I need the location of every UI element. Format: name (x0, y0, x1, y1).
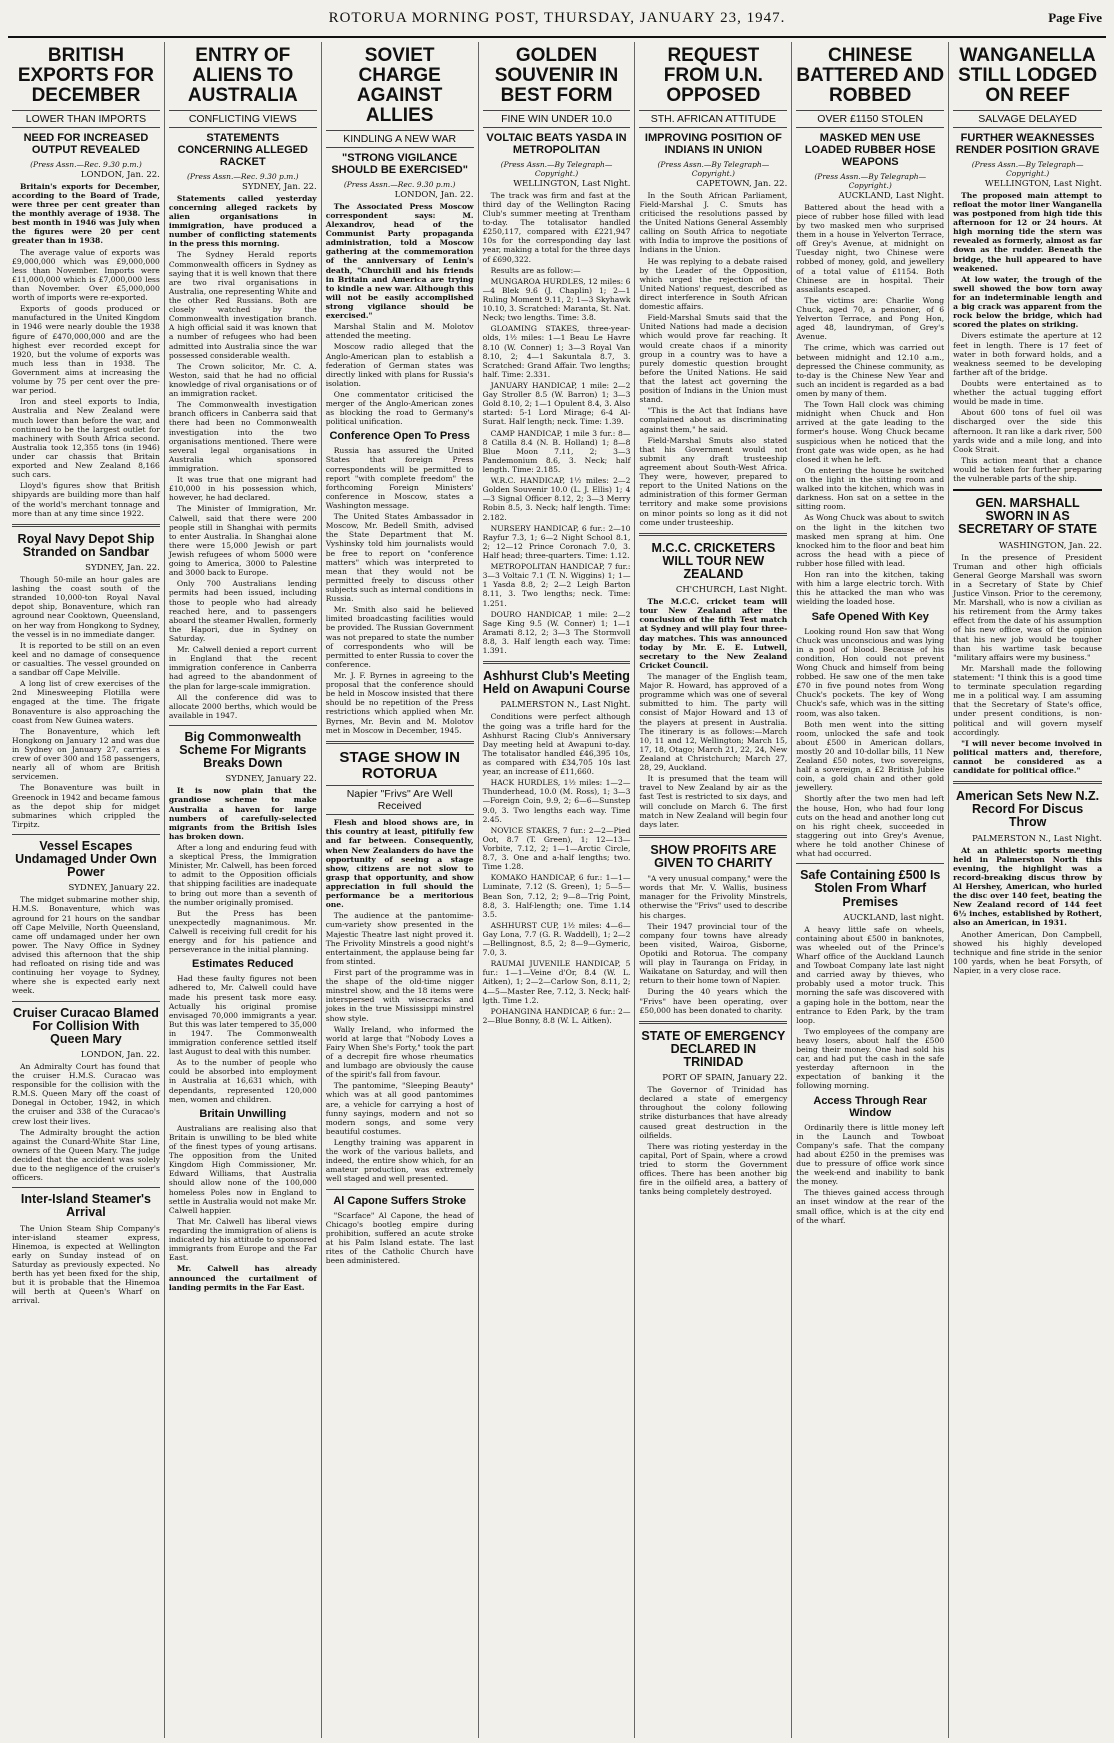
dateline: AUCKLAND, Last Night. (838, 190, 945, 201)
divider (326, 1189, 474, 1190)
paragraph: The Bonaventure, which left Hongkong on January 12 and was due in Sydney on January 27, carries a crew of over 300 and 158 passengers, nearly all of whom are British servicemen. (12, 726, 160, 782)
paragraph: As Wong Chuck was about to switch on the light in the kitchen two masked men sprang at him. One knocked him to the floor and beat him across the head with a piece of rubber hose filled with lead. (796, 513, 945, 568)
paragraph: It is now plain that the grandiose scheme to make Australia a haven for large numbers of carefully-selected migrants from the British Isles has broken down. (168, 786, 317, 841)
headline: WANGANELLA STILL LODGED ON REEF (958, 45, 1098, 106)
paragraph: Flesh and blood shows are, in this country at least, pitifully few and far between. Consequently, when New Zealanders do have the opportunity of seeing a stage show, citizens are not slow to grasp that opportunity, and show appreciation in full should the performance be a meritorious one. (325, 818, 474, 910)
paragraph: About 600 tons of fuel oil was discharged over the side this afternoon. It ran like a dark river, 500 yards wide and a mile long, and into Cook Strait. (953, 408, 1103, 454)
race-result: NOVICE STAKES, 7 fur.: 2—2—Pied Oot, 8.7 (T. Green), 1; 12—13—Vorbite, 7.12, 2; 1—1—Arctic Circle, 8.7, 3. One and a-half lengths; two. Time 1.28. (482, 825, 631, 872)
paragraph: Field-Marshal Smuts also stated that his Government would not submit any draft trusteeship agreement about South-West Africa. They were, however, prepared to report to the United Nations on the administration of this former German territory and make some provisions on minor points so long as it did not come under trusteeship. (639, 435, 788, 527)
paragraph: Had these faulty figures not been adhered to, Mr. Calwell could have made his present task more easy. Actually his original promise envisaged 70,000 immigrants a year. But this was later tempered to 35,000 in 1947. The Commonwealth immigration conference settled itself last August to deal with this number. (168, 974, 317, 1057)
dateline: PORT OF SPAIN, January 22. (662, 1073, 788, 1084)
paragraph: The manager of the English team, Major R. Howard, has approved of a programme which was one of several submitted to him. The party will consist of Major Howard and 13 of the players at present in Australia. The itinerary is as follows:—March 10, 11 and 12, Wellington; March 15, 17, 18, Otago; March 21, 22, 24, New Zealand at Christchurch; March 27, 28, 29, Auckland. (639, 672, 788, 773)
dateline: WELLINGTON, Last Night. (984, 178, 1103, 189)
paragraph: After a long and enduring feud with a skeptical Press, the Immigration Minister, Mr. Calwell, has been forced to admit to the Opposition officials that shipping facilities are inadequate to bring out more than a seventh of the number originally promised. (168, 842, 317, 907)
paragraph: An Admiralty Court has found that the cruiser H.M.S. Curacao was responsible for the collision with the R.M.S. Queen Mary off the coast of Donegal in October, 1942, in which the cruiser and 338 of the Curacao's crew lost their lives. (12, 1061, 160, 1126)
race-result: POHANGINA HANDICAP, 6 fur.: 2—2—Blue Bonny, 8.8 (W. L. Aitken). (482, 1006, 631, 1025)
section-subhead: Conference Open To Press (329, 430, 470, 443)
divider (12, 1187, 160, 1188)
paragraph: "This is the Act that Indians have complained about as discriminating against them," he said. (639, 406, 788, 434)
paragraph: The Union Steam Ship Company's inter-island steamer express, Hinemoa, is expected at Wellington early on Sunday instead of on Saturday as previously expected. No berth has yet been fixed for the ship, but it is probable that the Hinemoa will berth at Queen's Wharf on arrival. (12, 1223, 160, 1306)
paragraph: A long list of crew exercises of the 2nd Minesweeping Flotilla were engaged at the time. The frigate Bonaventure is also approaching the coast from New Guinea waters. (12, 679, 160, 725)
paragraph: Only 700 Australians lending permits had been issued, including those to people who had already reached here, and to passengers aboard the steamer Hwallen, formerly the Hapori, due in Sydney on Saturday. (168, 579, 317, 643)
press-line: (Press Assn.—Rec. 9.30 p.m.) (30, 159, 142, 169)
dateline: CH'CHURCH, Last Night. (675, 585, 788, 596)
paragraph: Ordinarily there is little money left in the Launch and Towboat Company's safe. That the company had about £250 in the premises was due to pressure of office work since the week-end and inability to bank the money. (796, 1122, 945, 1187)
race-result: GLOAMING STAKES, three-year-olds, 1½ miles: 1—1 Beau Le Havre 8.10 (W. Conner) 1; 3—3 Royal Van 8.10, 2; 4—1 Sakuntala 8.7, 3. Scratched: Grand Affair. Two lengths; half. Time: 2.331. (482, 324, 631, 379)
article-body (12, 575, 160, 829)
deck: Napier "Frivs" Are Well Received (326, 785, 474, 815)
column-7 (949, 42, 1106, 1738)
dateline: LONDON, Jan. 22. (80, 1049, 160, 1060)
press-line: (Press Assn.—By Telegraph—Copyright.) (657, 159, 770, 178)
divider (953, 781, 1102, 784)
race-result: NURSERY HANDICAP, 6 fur.: 2—10 Rayfur 7.3, 1; 6—2 Night School 8.1, 2; 12—12 Prince Coronach 7.0, 3. Half head; three-quarters. Time: 1.12. (482, 523, 631, 560)
paragraph: Lloyd's figures show that British shipyards are building more than half of the world's merchant tonnage and more than at any time since 1922. (12, 481, 160, 518)
paragraph: Another American, Don Campbell, showed his highly developed technique and fine stride in the senior 100 yards, when he beat Forsyth, of Napier, in a very close race. (953, 929, 1103, 975)
paragraph: Moscow radio alleged that the Anglo-American plan to establish a federation of German states was directly linked with plans for Russia's isolation. (325, 342, 474, 388)
divider (12, 524, 160, 527)
headline: M.C.C. CRICKETERS WILL TOUR NEW ZEALAND (651, 540, 776, 581)
paragraph: One commentator criticised the merger of the Anglo-American zones as blocking the road to Germany's political unification. (325, 389, 474, 427)
paragraph: The thieves gained access through an inset window at the rear of the small office, which is at the city end of the wharf. (796, 1188, 945, 1225)
paragraph: The Admiralty brought the action against the Cunard-White Star Line, owners of the Queen Mary. The judge decided that the accident was solely due to the negligence of the cruiser's officers. (12, 1127, 160, 1183)
paragraph: The United States Ambassador in Moscow, Mr. Bedell Smith, advised the State Department that M. Vyshinsky told him journalists would be free to report on "conference matters" which was interpreted to mean that they would not be permitted freely to discuss other subjects such as internal conditions in Russia. (325, 512, 474, 604)
paragraph: The Crown solicitor, Mr. C. A. Weston, said that he had no official knowledge of rival organisations or of an immigration racket. (168, 361, 317, 399)
paragraph: That Mr. Calwell has liberal views regarding the immigration of aliens is indicated by his attitude to sponsored immigrants from Europe and the Far East. (168, 1216, 317, 1263)
article-body (326, 202, 474, 427)
masthead (8, 6, 1106, 38)
press-line: (Press Assn.—Rec. 9.30 p.m.) (186, 171, 299, 181)
column-4 (479, 42, 636, 1738)
paragraph: It is presumed that the team will travel to New Zealand by air as the fast Test is restricted to six days, and will conclude on March 6. The first match in New Zealand will begin four days later. (639, 774, 788, 829)
paragraph: The Commonwealth investigation branch officers in Canberra said that there had been no Commonwealth investigation into the two organisations mentioned. There were several legal organisations in Australia which sponsored immigration. (168, 400, 317, 473)
divider (326, 741, 474, 744)
paragraph: Mr. Smith also said he believed limited broadcasting facilities would be provided. The Russian Government was not prepared to state the number of correspondents who will be permitted to enter Russia to cover the conference. (325, 605, 474, 669)
headline: GOLDEN SOUVENIR IN BEST FORM (494, 45, 619, 106)
article-body (12, 1062, 160, 1182)
headline: Safe Containing £500 Is Stolen From Wharf Premises (800, 868, 941, 909)
page-number: Page Five (1048, 10, 1102, 25)
masthead-title: ROTORUA MORNING POST, THURSDAY, JANUARY 23, 1947. (328, 10, 786, 26)
article-body (12, 895, 160, 995)
paragraph: This action meant that a chance would be taken for further preparing the vulnerable parts of the ship. (953, 455, 1103, 484)
paragraph: Looking round Hon saw that Wong Chuck was unconscious and was lying in a pool of blood. Because of his condition, Hon could not prevent Wong Chuck and himself from being robbed. He saw one of the men take £70 in five pound notes from Wong Chuck's pockets. The key of Wong Chuck's safe, which was in the sitting room, was also taken. (796, 626, 945, 718)
paragraph: Britain's exports for December, according to the Board of Trade, were three per cent greater than the monthly average of 1938. The best month in 1946 was July when the figures were 20 per cent greater than in 1938. (12, 181, 160, 246)
paragraph: It was true that one migrant had £10,000 in his possession which, however, he had declared. (168, 475, 317, 503)
divider (12, 1001, 160, 1002)
subheadline: MASKED MEN USE LOADED RUBBER HOSE WEAPONS (804, 131, 936, 168)
subheadline: STATEMENTS CONCERNING ALLEGED RACKET (177, 131, 308, 168)
race-result: RAUMAI JUVENILE HANDICAP, 5 fur.: 1—1—Veine d'Or, 8.4 (W. L. Aitken), 1; 2—2—Carlow Son, 8.11, 2; 4—5—Master Ree, 7.12, 3. Neck; half-lgth. Time 1.2. (482, 959, 631, 1005)
divider (483, 661, 631, 664)
article-body (483, 712, 631, 1025)
deck: LOWER THAN IMPORTS (12, 110, 160, 128)
paragraph: It is reported to be still on an even keel and no damage of consequence or casualties. The vessel grounded on a sandbar off Cape Melville. (12, 640, 160, 678)
paragraph: There was rioting yesterday in the capital, Port of Spain, where a crowd tried to storm the Government offices. There has been another big fire in the oilfield area, a battery of tanks being completely destroyed. (639, 1141, 788, 1197)
paragraph: Though 50-mile an hour gales are lashing the coast south of the stranded 10,000-ton Royal Naval depot ship, Bonaventure, which ran aground near Cooktown, Queensland, on her way from Hongkong to Sydney, the vessel is in no immediate danger. (12, 575, 160, 639)
paragraph: "Scarface" Al Capone, the head of Chicago's bootleg empire during prohibition, suffered an acute stroke at his Palm Island estate. The last rites of the Catholic Church have been administered. (325, 1210, 474, 1266)
paragraph: As to the number of people who could be absorbed into employment in Australia at 16,631 which, with dependants, represented 120,000 men, women and children. (168, 1058, 317, 1104)
headline: CHINESE BATTERED AND ROBBED (796, 45, 945, 106)
paragraph: Lengthy training was apparent in the work of the various ballets, and indeed, the entire show which, for an amateur production, was extremely well staged and well presented. (325, 1137, 474, 1184)
divider (796, 863, 944, 864)
paragraph: The track was firm and fast at the third day of the Wellington Racing Club's summer meeting at Trentham to-day. The totalisator handled £250,117, compared with £221,947 10s for the corresponding day last year, making a total for the three days of £690,322. (482, 190, 631, 264)
paragraph: The midget submarine mother ship, H.M.S. Bonaventure, which was aground for 21 hours on the sandbar off Cape Melville, North Queensland, came off undamaged under her own power. The Navy Office in Sydney advised this afternoon that the ship had refloated on rising tide and was continuing her voyage to Sydney, where she is expected early next week. (12, 895, 160, 996)
divider (639, 835, 787, 838)
column-5 (635, 42, 792, 1738)
paragraph: Battered about the head with a piece of rubber hose filled with lead by two masked men who surprised them in a house in Yelverton Terrace, off Grey's Avenue, at midnight on Tuesday night, two Chinese were robbed of money, gold, and jewellery of a total value of £1154. Both Chinese are in hospital. Their assailants escaped. (796, 202, 945, 294)
headline: Royal Navy Depot Ship Stranded on Sandbar (17, 531, 155, 559)
paragraph: Divers estimate the aperture at 12 feet in length. There is 17 feet of water in both forward holds, and a weakness seemed to be developing farther aft of the bridge. (953, 331, 1103, 377)
paragraph: Mr. Calwell denied a report current in England that the recent immigration conference in Canberra had agreed to the abandonment of the plan for large-scale immigration. (168, 645, 317, 691)
paragraph: Mr. Calwell has already announced the curtailment of landing permits in the Far East. (168, 1264, 317, 1292)
dateline: WASHINGTON, Jan. 22. (998, 540, 1103, 551)
paragraph: The Minister of Immigration, Mr. Calwell, said that there were 200 people still in Shanghai with permits to enter Australia. In Shanghai alone there were 15,000 Jewish or part Jewish refugees of whom 5000 were going to America, 3000 to Palestine and 3000 back to Europe. (168, 504, 317, 578)
headline: STAGE SHOW IN ROTORUA (339, 748, 460, 782)
paragraph: In the South African Parliament, Field-Marshal J. C. Smuts has criticised the resolutions passed by the United Nations General Assembly calling on South Africa to negotiate with India to improve the positions of Indians in the Union. (639, 190, 788, 255)
article-body (12, 182, 160, 518)
article-body (169, 1124, 317, 1292)
divider (953, 489, 1102, 493)
press-line: (Press Assn.—By Telegraph—Copyright.) (814, 171, 927, 190)
dateline: PALMERSTON N., Last Night. (972, 833, 1103, 844)
dateline: WELLINGTON, Last Night. (513, 178, 631, 189)
paragraph: Exports of goods produced or manufactured in the United Kingdom in 1946 were nearly double the 1938 figure of £470,000,000 and are the highest ever recorded except for 1920, but the volume of exports was much less than in 1938. The Government aims at increasing the volume by 75 per cent over the pre-war period. (12, 304, 160, 396)
paragraph: But the Press has been unexpectedly magnanimous. Mr. Calwell is receiving full credit for his energy and for his patience and perseverance in the initial planning. (168, 908, 317, 955)
paragraph: During the 40 years which the "Frivs" have been operating, over £50,000 has been donated to charity. (639, 987, 788, 1015)
paragraph: First part of the programme was in the shape of the old-time nigger minstrel show, and the 18 items were interspersed with wisecracks and jokes in the true Mississippi minstrel show style. (325, 968, 474, 1023)
paragraph: Shortly after the two men had left the house, Hon, who had four long cuts on the head and another long cut on his right cheek, succeeded in staggering out into Grey's Avenue, where he told another Chinese of what had occurred. (796, 794, 945, 859)
race-result: DOURO HANDICAP, 1 mile: 2—2 Sage King 9.5 (W. Conner) 1; 1—1 Aramati 8.12, 2; 3—3 The Stormvoll 8.8, 3. Half length each way. Time: 1.391. (482, 609, 631, 656)
column-1 (8, 42, 165, 1738)
dateline: SYDNEY, January 22. (68, 883, 160, 894)
article-body (639, 1085, 787, 1196)
paragraph: The Governor of Trinidad has declared a state of emergency throughout the colony following strike disturbances that have already caused great destruction in the oilfields. (639, 1085, 788, 1140)
section-subhead: Estimates Reduced (192, 958, 294, 971)
dateline: SYDNEY, Jan. 22. (242, 181, 317, 192)
article-body (796, 925, 944, 1091)
article-body (796, 1123, 944, 1225)
article-body (169, 194, 317, 720)
article-body (169, 786, 317, 954)
paragraph: Two employees of the company are heavy losers, about half the £500 being their money. One had sold his car, and had put the cash in the safe yesterday afternoon in the expectation of banking it the following morning. (796, 1026, 945, 1091)
race-result: ASHHURST CUP, 1½ miles: 4—6—Gay Lona, 7.7 (G. R. Waddell), 1; 2—2—Bellingnost, 8.5, 2; 8—9—Gymeric, 7.0, 3. (482, 920, 631, 958)
race-result: JANUARY HANDICAP, 1 mile: 2—2 Gay Stroller 8.5 (W. Barron) 1; 3—3 Gold 8.10, 2; 1—1 Opulent 8.4, 3. Also started: 5-1 Lord Mirage; 6-4 Al-Surat. Half length; neck. Time: 1.39. (482, 381, 631, 427)
article-body (953, 846, 1102, 976)
section-subhead: Access Through Rear Window (813, 1094, 928, 1119)
dateline: PALMERSTON N., Last Night. (500, 700, 631, 711)
paragraph: Wally Ireland, who informed the world at large that "Nobody Loves a Fairy When She's Forty," took the part of a decrepit fire whose rheumatics and lumbago are obviously the cause of the spirit's fall from favour. (325, 1024, 474, 1080)
paragraph: "A very unusual company," were the words that Mr. V. Wallis, business manager for the Frivolity Minstrels, otherwise the "Frivs" used to describe his charges. (639, 874, 788, 920)
dateline: LONDON, Jan. 22. (394, 189, 474, 200)
headline: Big Commonwealth Scheme For Migrants Breaks Down (179, 729, 307, 771)
paragraph: The Town Hall clock was chiming midnight when Chuck and Hon arrived at the gate leading to the former's house. Wong Chuck became suspicious when he noticed that the front gate was wide open, as he had closed it when he left. (796, 400, 945, 464)
paragraph: Doubts were entertained as to whether the actual tugging effort would be made in time. (953, 379, 1103, 407)
subheadline: "STRONG VIGILANCE SHOULD BE EXERCISED" (331, 151, 468, 176)
deck: STH. AFRICAN ATTITUDE (639, 110, 787, 128)
race-result: W.R.C. HANDICAP, 1½ miles: 2—2 Golden Souvenir 10.0 (L. J. Ellis) 1; 4—3 Signal Officer 8.12, 2; 3—3 Merry Robin 8.5, 3. Neck; half length. Time: 2.182. (482, 476, 631, 522)
deck: KINDLING A NEW WAR (326, 130, 474, 148)
press-line: (Press Assn.—By Telegraph—Copyright.) (500, 159, 613, 178)
column-6 (792, 42, 949, 1738)
deck: CONFLICTING VIEWS (169, 110, 317, 128)
headline: American Sets New N.Z. Record For Discus Throw (956, 789, 1100, 830)
subheadline: NEED FOR INCREASED OUTPUT REVEALED (23, 131, 149, 156)
article-body (639, 874, 787, 1015)
paragraph: Their 1947 provincial tour of the company four towns have already been visited, Wairoa, Gisborne, Opotiki and Rotorua. The company will play in Tauranga on Friday, in Waikatane on Saturday, and will then return to their home town of Napier. (639, 921, 788, 986)
paragraph: A heavy little safe on wheels, containing about £500 in banknotes, was wheeled out of the Prince's Wharf office of the Auckland Launch and Towboat Company late last night and carried away by thieves, who probably used a motor truck. This morning the safe was discovered with a gaping hole in the bottom, near the entrance to Eden Park, by the tram loop. (796, 924, 945, 1025)
headline: Ashhurst Club's Meeting Held on Awapuni Course (482, 669, 631, 697)
paragraph: Australians are realising also that Britain is unwilling to be bled white of the finest types of young artisans. The opposition from the United Kingdom High Commissioner, Mr. Edward Williams, that Australia should allow none of the 100,000 homeless Poles now in England to settle in Australia would not make Mr. Calwell happier. (168, 1123, 317, 1215)
headline: Cruiser Curacao Blamed For Collision With Queen Mary (12, 1005, 159, 1046)
dateline: SYDNEY, January 22. (225, 774, 317, 785)
paragraph: At low water, the trough of the swell showed the bow torn away for an indeterminable length and a big crack was apparent from the rock below the bridge, which had scored the plates on striking. (953, 274, 1103, 330)
article-body (326, 446, 474, 734)
race-result: MUNGAROA HURDLES, 12 miles: 6—4 Blek 9.6 (J. Chaplin) 1; 2—1 Ruling Moment 9.11, 2; 1—3 Skyhawk 10.10, 3. Scratched: Maranta, St. Nat. Neck; two lengths. Time: 3.8. (482, 276, 631, 323)
paragraph: Field-Marshal Smuts said that the United Nations had made a decision which would prove far reaching. It would create chaos if a minority group in a country was to have a purely domestic question brought before the United Nations. He said that the latest act governing the position of Indians in the Union must stand. (639, 313, 788, 405)
headline: REQUEST FROM U.N. OPPOSED (663, 45, 763, 106)
headline: Inter-Island Steamer's Arrival (20, 1192, 151, 1220)
headline: STATE OF EMERGENCY DECLARED IN TRINIDAD (641, 1028, 786, 1069)
article-body (12, 1224, 160, 1306)
section-subhead: Safe Opened With Key (811, 610, 929, 623)
deck: SALVAGE DELAYED (953, 110, 1102, 128)
dateline: SYDNEY, Jan. 22. (85, 563, 160, 573)
paragraph: In the presence of President Truman and other high officials General George Marshall was sworn in a Secretary of State by Chief Justice Vinson. Prior to the ceremony, Mr. Marshall, who is now a civilian as his retirement from the Army takes effect from the date of his assumption of his new office, was of the opinion that his new job would be tougher than his wartime task because "military affairs were my business." (953, 552, 1103, 662)
article-body (639, 191, 787, 527)
paragraph: The proposed main attempt to refloat the motor liner Wanganella was postponed from high tide this afternoon for 12 or 24 hours. At high morning tide the stern was revealed as formerly, almost as far down as the rudder. Beneath the bridge, the hull appeared to have weakened. (953, 190, 1103, 273)
subheadline: IMPROVING POSITION OF INDIANS IN UNION (644, 131, 782, 156)
paragraph: Statements called yesterday concerning alleged rackets by alien organisations in immigration, have produced a number of conflicting statements in the press this morning. (168, 193, 317, 249)
paragraph: The Associated Press Moscow correspondent says: M. Alexandrov, head of the Communist Party propaganda administration, told a Moscow gathering at the commemoration of the anniversary of Lenin's death, "Churchill and his friends in Britain and America are trying to kindle a new war. Although this will not be easily accomplished strong vigilance should be exercised." (325, 201, 474, 321)
column-3 (322, 42, 479, 1738)
article-body (796, 627, 944, 859)
headline: Vessel Escapes Undamaged Under Own Power (15, 838, 157, 880)
deck: OVER £1150 STOLEN (796, 110, 944, 128)
column-2 (165, 42, 322, 1738)
columns (8, 42, 1106, 1738)
paragraph: He was replying to a debate raised by the Leader of the Opposition, which urged the rejection of the United Nations' request, described as direct interference in South African domestic affairs. (639, 256, 788, 312)
article-body (639, 597, 787, 829)
deck: FINE WIN UNDER 10.0 (483, 110, 631, 128)
dateline: AUCKLAND, last night. (843, 912, 945, 923)
press-line: (Press Assn.—By Telegraph—Copyright.) (971, 159, 1084, 178)
paragraph: Mr. Marshall made the following statement: "I think this is a good time to terminate speculation regarding me in a political way. I am assuming that the Secretary of State's office, under present conditions, is non-political and will govern myself accordingly. (953, 663, 1103, 737)
headline: BRITISH EXPORTS FOR DECEMBER (17, 45, 155, 106)
paragraph: The pantomime, "Sleeping Beauty" which was at all good pantomimes are, a vehicle for carrying a host of funny sayings, modern and not so modern songs, and some very beautiful costumes. (325, 1081, 474, 1136)
paragraph: Results are as follow:— (490, 265, 581, 275)
divider (639, 1021, 787, 1024)
paragraph: The Bonaventure was built in Greenock in 1942 and became famous as the depot ship for midget submarines which crippled the Tirpitz. (12, 783, 160, 829)
divider (12, 834, 160, 835)
paragraph: The Sydney Herald reports Commonwealth officers in Sydney as saying that it is well known that there are two rival organisations in Australia, one representing White and the other Red Russians. Both are closely watched by the Commonwealth investigation branch. A high official said it was known that a number of refugees who had been admitted into Australia since the war possessed considerable wealth. (168, 250, 317, 360)
headline: ENTRY OF ALIENS TO AUSTRALIA (187, 45, 298, 106)
subheadline: VOLTAIC BEATS YASDA IN METROPOLITAN (486, 131, 627, 156)
dateline: CAPETOWN, Jan. 22. (696, 178, 788, 189)
paragraph: The average value of exports was £9,000,000 which was £9,000,000 less than November. Imports were £11,000,000 which is £7,000,000 less than November. Over £5,000,000 worth of imports were re-exported. (12, 247, 160, 303)
paragraph: The M.C.C. cricket team will tour New Zealand after the conclusion of the fifth Test match at Sydney and will play four three-day matches. This was announced today by Mr. E. E. Lutwell, secretary to the New Zealand Cricket Council. (639, 597, 788, 670)
paragraph: All the conference did was to allocate 2000 berths, which would be available in 1947. (168, 692, 317, 720)
article-body (796, 203, 944, 607)
headline: SHOW PROFITS ARE GIVEN TO CHARITY (650, 842, 777, 870)
paragraph: The audience at the pantomime-cum-variety show presented in the Majestic Theatre last night proved it. The Frivolity Minstrels a good night's entertainment, the applause being far from stinted. (325, 911, 474, 966)
race-result: HACK HURDLES, 1½ miles: 1—2—Thunderhead, 10.0 (M. Ross), 1; 3—3—Foreign Coin, 9.9, 2; 6—6—Sunstep 9.0, 3. Two lengths each way. Time 2.45. (482, 778, 631, 824)
article-body (953, 553, 1102, 776)
paragraph: At an athletic sports meeting held in Palmerston North this evening, the highlight was a record-breaking discus throw by Al Hershey, American, who hurled the disc over 140 feet, beating the New Zealand record of 144 feet 6½ inches, established by Rothert, also an American, in 1931. (953, 845, 1103, 928)
paragraph: On entering the house he switched on the light in the sitting room and walked into the kitchen, which was in darkness. Hon sat on a settee in the sitting room. (796, 465, 945, 512)
paragraph: The crime, which was carried out between midnight and 12.10 a.m., depressed the Chinese community, as to-day is the Chinese New Year and such an incident is regarded as a bad omen by many of them. (796, 343, 945, 398)
race-result: KOMAKO HANDICAP, 6 fur.: 1—1—Luminate, 7.12 (S. Green), 1; 5—5—Bean Son, 7.12, 2; 9—8—Trig Point, 8.8, 3. Half-length; one. Time 1.14 3.5. (482, 873, 631, 919)
article-body (326, 818, 474, 1183)
article-body (326, 1211, 474, 1266)
divider (169, 725, 317, 726)
paragraph: Hon ran into the kitchen, taking with him a large electric torch. With this he attacked the man who was wielding the loaded hose. (796, 570, 945, 607)
headline: SOVIET CHARGE AGAINST ALLIES (356, 45, 443, 126)
headline: GEN. MARSHALL SWORN IN AS SECRETARY OF STATE (958, 496, 1098, 537)
paragraph: "I will never become involved in political matters and, therefore, cannot be considered as a candidate for political office." (953, 738, 1103, 776)
paragraph: Both men went into the sitting room, unlocked the safe and took about £500 in American dollars, mostly 20 and 10-dollar bills, 11 New Zealand £50 notes, two sovereigns, half a sovereign, a £2 British Jubilee coin, a gold chain and other gold jewellery. (796, 719, 945, 793)
paragraph: Iron and steel exports to India, Australia and New Zealand were much lower than before the war, and continued to be the largest outlet for machinery with South Africa second. Australia took 12,355 tons (in 1946) under car chassis that Britain exported and New Zealand 8,166 such cars. (12, 397, 160, 480)
headline: Al Capone Suffers Stroke (333, 1194, 466, 1207)
paragraph: The victims are: Charlie Wong Chuck, aged 70, a pensioner, of 6 Yelverton Terrace, and Pong Hon, aged 48, laundryman, of Grey's Avenue. (796, 295, 945, 342)
dateline: LONDON, Jan. 22. (80, 169, 160, 180)
divider (639, 533, 787, 536)
paragraph: Russia has assured the United States that foreign Press correspondents will be permitted to report "with complete freedom" the forthcoming Foreign Ministers' conference in Moscow, states a Washington message. (325, 446, 474, 511)
article-body (953, 191, 1102, 483)
article-body (169, 974, 317, 1104)
press-line: (Press Assn.—Rec. 9.30 p.m.) (343, 179, 456, 189)
subheadline: FURTHER WEAKNESSES RENDER POSITION GRAVE (955, 131, 1100, 156)
paragraph: Mr. J. F. Byrnes in agreeing to the proposal that the conference should be held in Moscow insisted that there should be no repetition of the Press restrictions which applied when Mr. Byrnes, Mr. Bevin and M. Molotov met in Moscow in December, 1945. (325, 671, 474, 735)
paragraph: Conditions were perfect although the going was a trifle hard for the Ashhurst Racing Club's Anniversary Day meeting held at Awapuni to-day. The totalisator handled £46,395 10s, as compared with £34,705 10s last year, an increase of £11,660. (482, 712, 631, 777)
race-result: METROPOLITAN HANDICAP, 7 fur.: 3—3 Voltaic 7.1 (T. N. Wiggins) 1; 1—1 Yasda 8.8, 2; 2—2 Leigh Barton 8.11, 3. Two lengths; neck. Time: 1.251. (482, 562, 631, 608)
race-result: CAMP HANDICAP, 1 mile 3 fur.: 8—8 Catilla 8.4 (N. B. Holland) 1; 8—8 Blue Moon 7.11, 2; 3—3 Pandemonium 8.6, 3. Neck; half length. Time: 2.185. (482, 428, 631, 474)
article-body (483, 191, 631, 655)
section-subhead: Britain Unwilling (199, 1107, 287, 1120)
paragraph: Marshal Stalin and M. Molotov attended the meeting. (325, 322, 474, 341)
